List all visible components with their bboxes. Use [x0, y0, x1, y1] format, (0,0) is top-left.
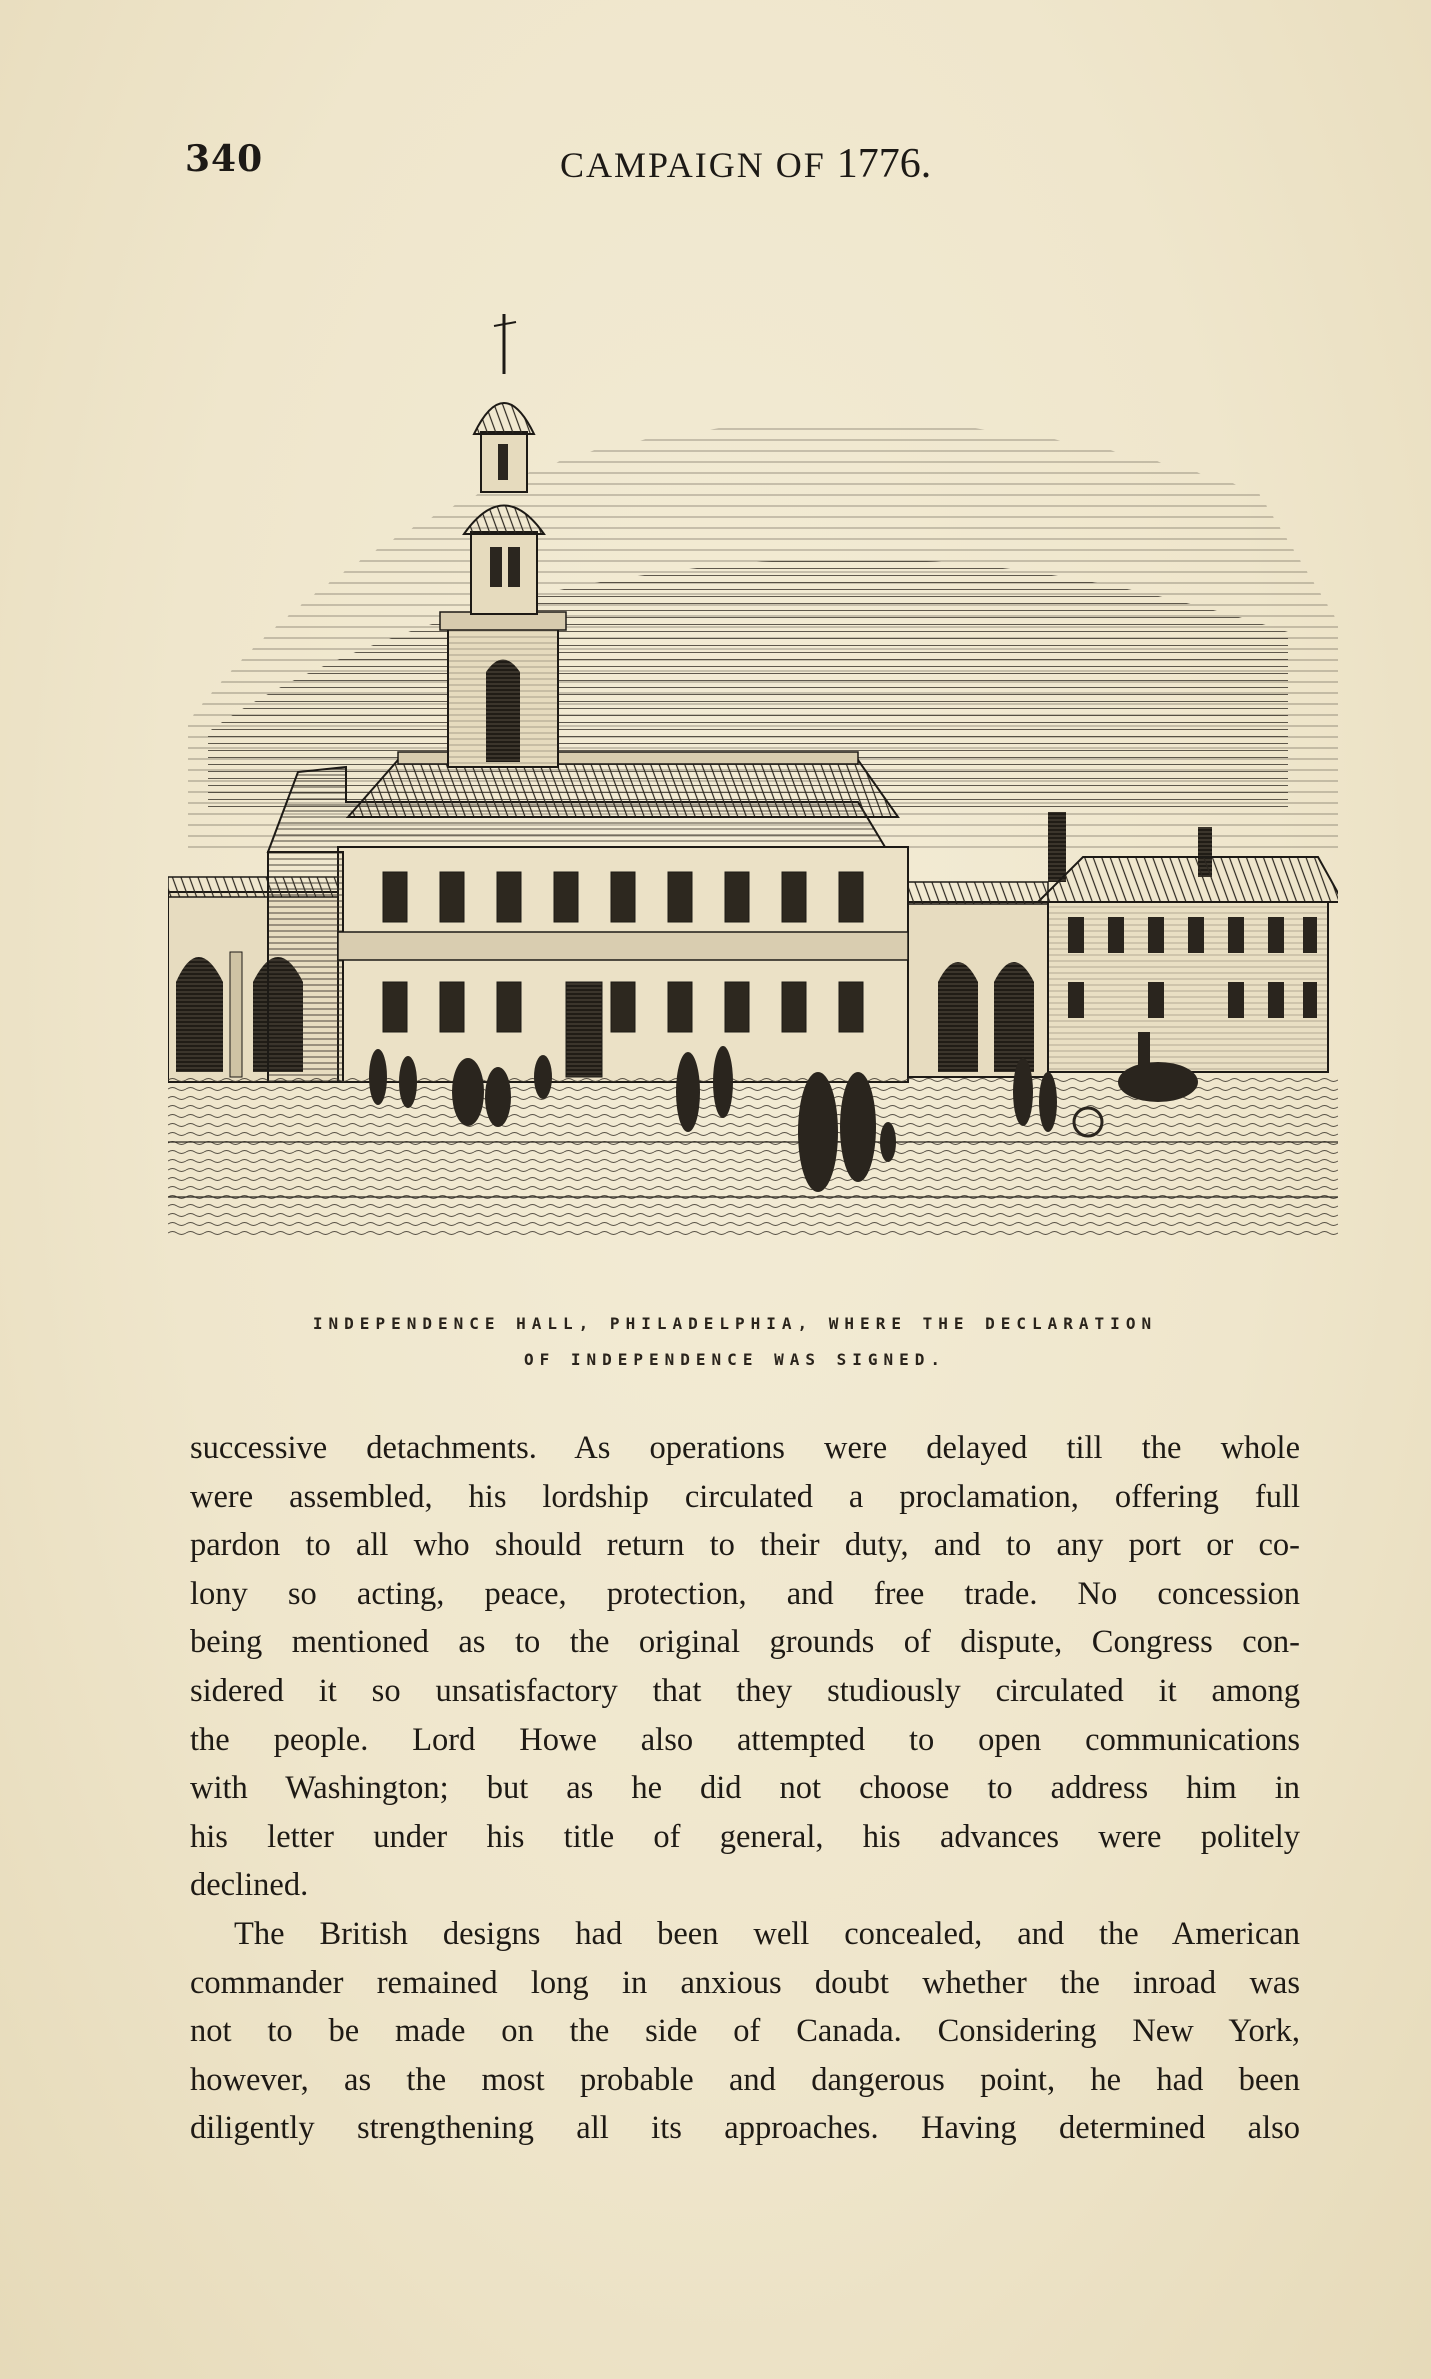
illustration-caption: [170, 1306, 1300, 1378]
text-line: commander remained long in anxious doubt whether the inroad was: [190, 1964, 1300, 2001]
right-arcade: [908, 882, 1048, 1077]
body-text: [190, 1424, 1300, 2153]
page-number: 340: [185, 138, 264, 180]
page-header: [185, 138, 1305, 198]
independence-hall-engraving: [168, 292, 1338, 1272]
main-hall: [268, 752, 908, 1082]
running-head: [560, 140, 931, 188]
text-line: however, as the most probable and dangerous point, he had been: [190, 2061, 1300, 2098]
text-line: the people. Lord Howe also attempted to open communications: [190, 1721, 1300, 1758]
text-line: his letter under his title of general, his advances were politely: [190, 1818, 1300, 1855]
text-line: declined.: [190, 1867, 309, 1904]
text-line: sidered it so unsatisfactory that they studiously circulated it among: [190, 1672, 1300, 1709]
running-head-text: CAMPAIGN OF: [560, 145, 826, 185]
running-head-year: 1776.: [836, 141, 932, 187]
text-line: lony so acting, peace, protection, and free trade. No concession: [190, 1575, 1300, 1612]
caption-line-2: OF INDEPENDENCE WAS SIGNED.: [523, 1350, 947, 1369]
text-line: not to be made on the side of Canada. Considering New York,: [190, 2013, 1300, 2050]
text-line: with Washington; but as he did not choose to address him in: [190, 1770, 1300, 1807]
text-line: diligently strengthening all its approaches. Having determined also: [190, 2110, 1300, 2147]
text-line: successive detachments. As operations were delayed till the whole: [190, 1430, 1300, 1466]
text-line: pardon to all who should return to their duty, and to any port or co-: [190, 1527, 1300, 1564]
caption-line-1: INDEPENDENCE HALL, PHILADELPHIA, WHERE THE DECLARATION: [312, 1314, 1158, 1333]
text-line: The British designs had been well concealed, and the American: [234, 1915, 1300, 1952]
text-line: were assembled, his lordship circulated a proclamation, offering full: [190, 1478, 1300, 1515]
text-line: being mentioned as to the original grounds of dispute, Congress con-: [190, 1624, 1300, 1661]
